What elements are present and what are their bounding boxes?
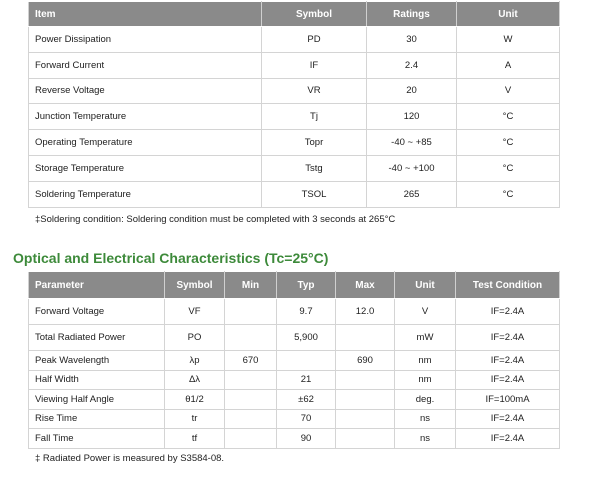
cell-unit: V	[395, 299, 456, 325]
cell-min	[225, 370, 277, 390]
header-typ: Typ	[277, 272, 336, 299]
cell-item: Reverse Voltage	[29, 78, 262, 104]
cell-symbol: Tj	[262, 104, 367, 130]
cell-rating: 120	[367, 104, 457, 130]
cell-max	[336, 409, 395, 429]
cell-unit: V	[457, 78, 560, 104]
cell-min	[225, 299, 277, 325]
cell-parameter: Peak Wavelength	[29, 351, 165, 371]
cell-item: Power Dissipation	[29, 27, 262, 53]
cell-item: Junction Temperature	[29, 104, 262, 130]
cell-symbol: Topr	[262, 130, 367, 156]
header-ratings: Ratings	[367, 2, 457, 27]
cell-max	[336, 390, 395, 410]
cell-symbol: tf	[165, 429, 225, 449]
cell-symbol: θ1/2	[165, 390, 225, 410]
header-symbol: Symbol	[165, 272, 225, 299]
cell-parameter: Viewing Half Angle	[29, 390, 165, 410]
cell-typ: 21	[277, 370, 336, 390]
cell-unit: ns	[395, 409, 456, 429]
cell-min	[225, 409, 277, 429]
cell-rating: 2.4	[367, 52, 457, 78]
cell-rating: 30	[367, 27, 457, 53]
cell-max	[336, 370, 395, 390]
cell-item: Forward Current	[29, 52, 262, 78]
cell-parameter: Half Width	[29, 370, 165, 390]
cell-test-condition: IF=100mA	[456, 390, 560, 410]
cell-rating: -40 ~ +85	[367, 130, 457, 156]
table-row	[29, 130, 560, 156]
cell-symbol: VR	[262, 78, 367, 104]
cell-symbol: PD	[262, 27, 367, 53]
cell-min	[225, 429, 277, 449]
cell-unit: mW	[395, 325, 456, 351]
table-row	[29, 78, 560, 104]
cell-max	[336, 325, 395, 351]
cell-max: 12.0	[336, 299, 395, 325]
cell-unit: A	[457, 52, 560, 78]
table-row	[29, 27, 560, 53]
cell-test-condition: IF=2.4A	[456, 409, 560, 429]
cell-item: Soldering Temperature	[29, 181, 262, 207]
cell-test-condition: IF=2.4A	[456, 370, 560, 390]
cell-symbol: TSOL	[262, 181, 367, 207]
cell-symbol: Δλ	[165, 370, 225, 390]
optical-characteristics-table	[28, 271, 560, 449]
cell-unit: °C	[457, 130, 560, 156]
cell-rating: 20	[367, 78, 457, 104]
cell-unit: nm	[395, 370, 456, 390]
table-row	[29, 299, 560, 325]
cell-test-condition: IF=2.4A	[456, 299, 560, 325]
cell-item: Storage Temperature	[29, 155, 262, 181]
cell-symbol: IF	[262, 52, 367, 78]
cell-parameter: Total Radiated Power	[29, 325, 165, 351]
cell-rating: -40 ~ +100	[367, 155, 457, 181]
cell-test-condition: IF=2.4A	[456, 325, 560, 351]
cell-test-condition: IF=2.4A	[456, 429, 560, 449]
cell-symbol: tr	[165, 409, 225, 429]
table-row	[29, 181, 560, 207]
cell-unit: ns	[395, 429, 456, 449]
cell-typ: 90	[277, 429, 336, 449]
header-symbol: Symbol	[262, 2, 367, 27]
header-test-condition: Test Condition	[456, 272, 560, 299]
table-row	[29, 370, 560, 390]
cell-unit: nm	[395, 351, 456, 371]
cell-symbol: Tstg	[262, 155, 367, 181]
header-unit: Unit	[395, 272, 456, 299]
cell-unit: W	[457, 27, 560, 53]
cell-item: Operating Temperature	[29, 130, 262, 156]
table-row	[29, 390, 560, 410]
header-parameter: Parameter	[29, 272, 165, 299]
cell-typ: 9.7	[277, 299, 336, 325]
cell-typ: 5,900	[277, 325, 336, 351]
cell-unit: °C	[457, 104, 560, 130]
cell-rating: 265	[367, 181, 457, 207]
table-header-row	[29, 2, 560, 27]
table-header-row	[29, 272, 560, 299]
cell-min: 670	[225, 351, 277, 371]
radiated-power-note: ‡ Radiated Power is measured by S3584-08.	[35, 453, 225, 464]
cell-max: 690	[336, 351, 395, 371]
header-item: Item	[29, 2, 262, 27]
cell-unit: °C	[457, 155, 560, 181]
table-row	[29, 351, 560, 371]
cell-symbol: PO	[165, 325, 225, 351]
section-title: Optical and Electrical Characteristics (Tc=25°C)	[13, 250, 329, 266]
cell-max	[336, 429, 395, 449]
soldering-note: ‡Soldering condition: Soldering condition must be completed with 3 seconds at 265°C	[35, 214, 396, 225]
cell-min	[225, 325, 277, 351]
header-unit: Unit	[457, 2, 560, 27]
absolute-ratings-table	[28, 1, 560, 208]
cell-parameter: Forward Voltage	[29, 299, 165, 325]
cell-typ: ±62	[277, 390, 336, 410]
header-min: Min	[225, 272, 277, 299]
cell-min	[225, 390, 277, 410]
cell-typ: 70	[277, 409, 336, 429]
table-row	[29, 429, 560, 449]
table-row	[29, 104, 560, 130]
table-row	[29, 52, 560, 78]
table-row	[29, 409, 560, 429]
header-max: Max	[336, 272, 395, 299]
cell-parameter: Rise Time	[29, 409, 165, 429]
table-row	[29, 155, 560, 181]
cell-symbol: VF	[165, 299, 225, 325]
cell-typ	[277, 351, 336, 371]
cell-unit: °C	[457, 181, 560, 207]
table-row	[29, 325, 560, 351]
cell-parameter: Fall Time	[29, 429, 165, 449]
cell-symbol: λp	[165, 351, 225, 371]
cell-test-condition: IF=2.4A	[456, 351, 560, 371]
cell-unit: deg.	[395, 390, 456, 410]
